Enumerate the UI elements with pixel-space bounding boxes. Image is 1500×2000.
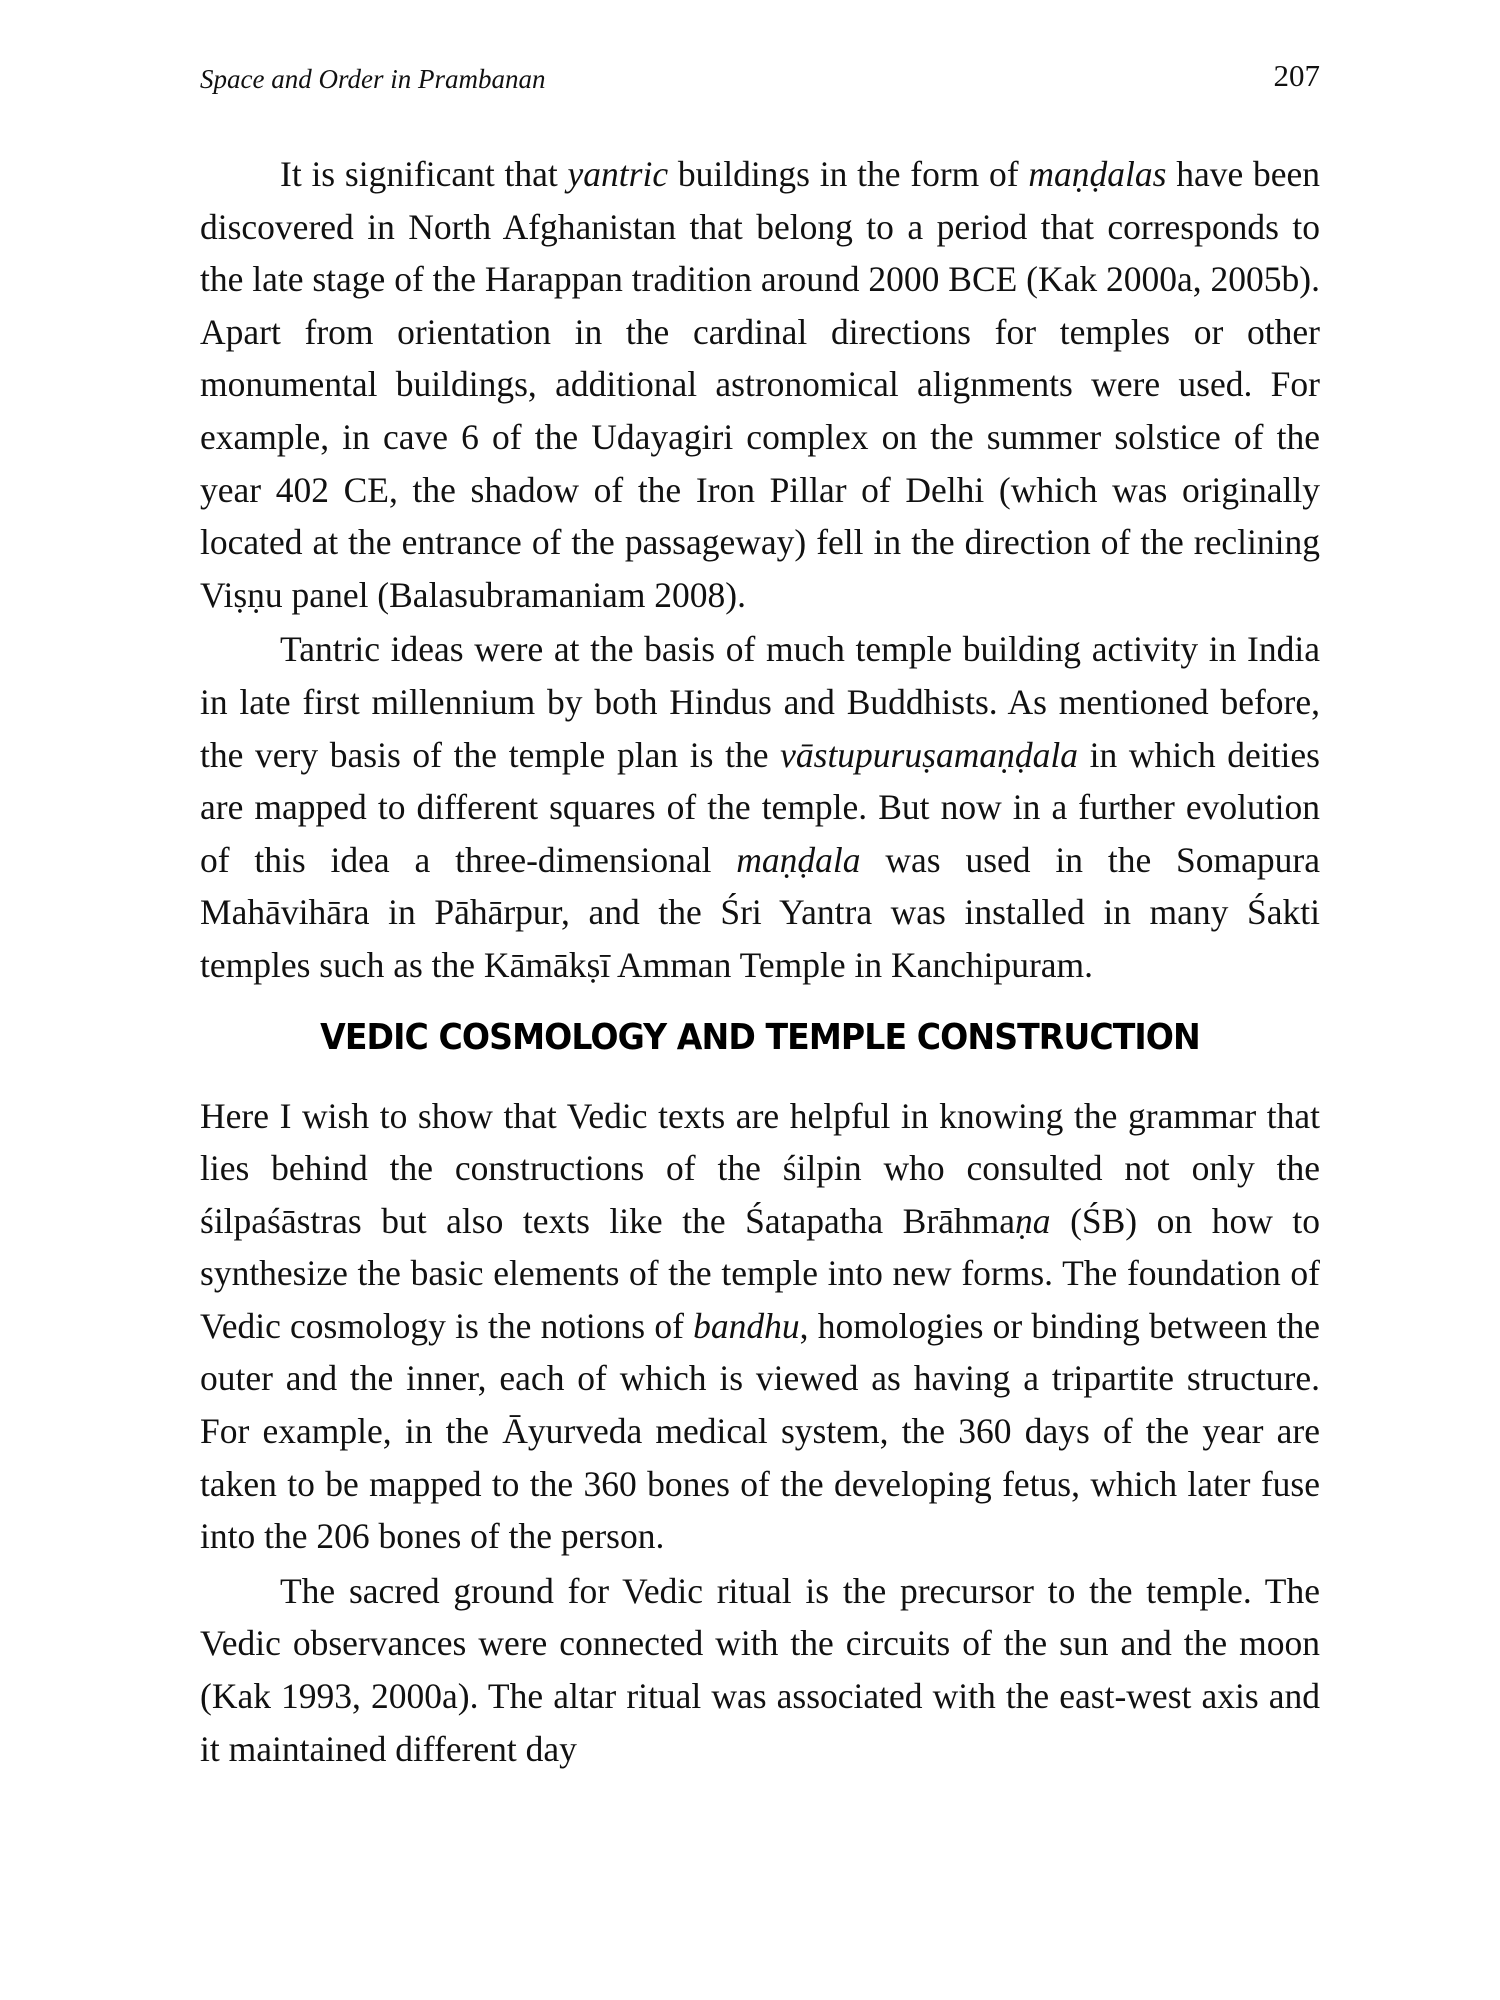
- text-run: have been discovered in North Afghanistan that belong to a period that corresponds to the late stage of the Harappan tradition around 2000 BCE (Kak 2000a, 2005b). Apart from orientation in the cardinal directions for temples or other monumental buildings, additional astronomical alignments were used. For example, in cave 6 of the Udayagiri complex on the summer solstice of the year 402 CE, the shadow of the Iron Pillar of Delhi (which was originally located at the entrance of the passageway) fell in the direction of the reclining Viṣṇu panel (Balasubramaniam 2008).: [200, 154, 1321, 615]
- paragraph-3: [200, 1090, 1320, 1563]
- italic-term: ṇa: [1015, 1200, 1051, 1241]
- text-run: Here I wish to show that Vedic texts are helpful in knowing the grammar that lies behind the constructions of the śilpin who consulted not only the śilpaśāstras but also texts like the Śatapatha Brāhma: [200, 1095, 1320, 1241]
- book-page: [200, 50, 1320, 1775]
- section-heading: VEDIC COSMOLOGY AND TEMPLE CONSTRUCTION: [320, 1016, 1200, 1058]
- paragraph-2: [200, 623, 1320, 991]
- running-header: [200, 50, 1320, 110]
- italic-term: maṇḍala: [736, 839, 861, 880]
- text-run: was used in the Somapura Mahāvihāra in Pāhārpur, and the Śri Yantra was installed in many Śakti temples such as the Kāmākṣī Amman Temple in Kanchipuram.: [200, 839, 1320, 985]
- italic-term: bandhu: [693, 1305, 800, 1346]
- text-run: The sacred ground for Vedic ritual is the precursor to the temple. The Vedic observances were connected with the circuits of the sun and the moon (Kak 1993, 2000a). The altar ritual was associated with the east-west axis and it maintained different day: [200, 1570, 1320, 1769]
- paragraph-1: [200, 148, 1320, 621]
- italic-term: yantric: [567, 154, 669, 194]
- page-number: 207: [1273, 58, 1320, 93]
- text-run: (ŚB) on how to synthesize the basic elements of the temple into new forms. The foundation of Vedic cosmology is the notions of: [200, 1200, 1320, 1346]
- paragraph-4: [200, 1565, 1320, 1775]
- italic-term: vāstupuruṣamaṇḍala: [780, 734, 1078, 775]
- italic-term: maṇḍalas: [1028, 154, 1167, 194]
- text-run: Tantric ideas were at the basis of much temple building activity in India in late first millennium by both Hindus and Buddhists. As mentioned before, the very basis of the temple plan is the: [200, 629, 1320, 775]
- body-text: [200, 148, 1320, 1775]
- text-run: buildings in the form of: [668, 154, 1029, 194]
- text-run: , homologies or binding between the outer and the inner, each of which is viewed as having a tripartite structure. For example, in the Āyurveda medical system, the 360 days of the year are taken to be mapped to the 360 bones of the developing fetus, which later fuse into the 206 bones of the person.: [200, 1305, 1320, 1557]
- text-run: It is significant that: [280, 154, 568, 194]
- text-run: in which deities are mapped to different squares of the temple. But now in a further evolution of this idea a three-dimensional: [200, 734, 1320, 880]
- running-title: Space and Order in Prambanan: [200, 64, 546, 94]
